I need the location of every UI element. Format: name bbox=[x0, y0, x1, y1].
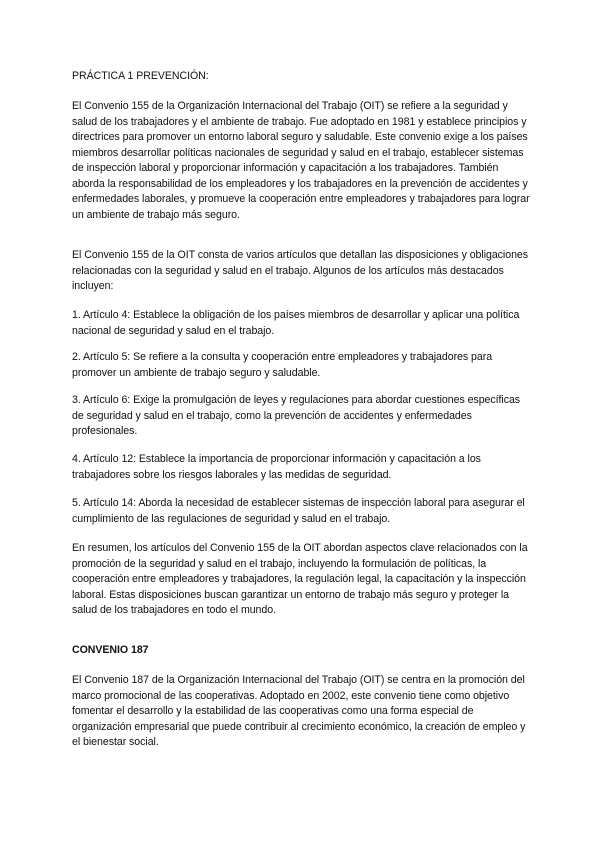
articles-intro-paragraph: El Convenio 155 de la OIT consta de varios artículos que detallan las disposiciones y obligaciones relacionadas con la seguridad y salud en el trabajo. Algunos de los artículos más destacados incluyen: bbox=[72, 249, 529, 292]
intro-paragraph: El Convenio 155 de la Organización Internacional del Trabajo (OIT) se refiere a la seguridad y salud de los trabajadores y el ambiente de trabajo. Fue adoptado en 1981 y establece principios y directrices para promover un entorno laboral seguro y saludable. Este convenio exige a los países miembros desarrollar políticas nacionales de seguridad y salud en el trabajo, establecer sistemas de inspección laboral y proporcionar información y capacitación a los trabajadores. También aborda la responsabilidad de los empleadores y los trabajadores en la prevención de accidentes y enfermedades laborales, y promueve la cooperación entre empleadores y trabajadores para lograr un ambiente de trabajo más seguro. bbox=[72, 100, 530, 221]
article-item-5: 2. Artículo 5: Se refiere a la consulta y cooperación entre empleadores y trabajadores para promover un ambiente de trabajo seguro y saludable. bbox=[72, 351, 493, 379]
article-item-14: 5. Artículo 14: Aborda la necesidad de establecer sistemas de inspección laboral para asegurar el cumplimiento de las regulaciones de seguridad y salud en el trabajo. bbox=[72, 497, 525, 525]
section-heading-convenio-187: CONVENIO 187 bbox=[72, 644, 149, 656]
document-title: PRÁCTICA 1 PREVENCIÓN: bbox=[72, 70, 209, 82]
article-item-6: 3. Artículo 6: Exige la promulgación de leyes y regulaciones para abordar cuestiones específicas de seguridad y salud en el trabajo, como la prevención de accidentes y enfermedades profesionales. bbox=[72, 394, 521, 437]
article-item-12: 4. Artículo 12: Establece la importancia de proporcionar información y capacitación a los trabajadores sobre los riesgos laborales y las medidas de seguridad. bbox=[72, 453, 481, 481]
summary-paragraph: En resumen, los artículos del Convenio 155 de la OIT abordan aspectos clave relacionados con la promoción de la seguridad y salud en el trabajo, incluyendo la formulación de políticas, la cooperación entre empleadores y trabajadores, la regulación legal, la capacitación y la inspección laboral. Estas disposiciones buscan garantizar un entorno de trabajo más seguro y proteger la salud de los trabajadores en todo el mundo. bbox=[72, 542, 528, 616]
convenio-187-paragraph: El Convenio 187 de la Organización Internacional del Trabajo (OIT) se centra en la promoción del marco promocional de las cooperativas. Adoptado en 2002, este convenio tiene como objetivo fomentar el desarrollo y la estabilidad de las cooperativas como una forma especial de organización empresarial que puede contribuir al crecimiento económico, la creación de empleo y el bienestar social. bbox=[72, 674, 526, 748]
article-item-4: 1. Artículo 4: Establece la obligación de los países miembros de desarrollar y aplicar una política nacional de seguridad y salud en el trabajo. bbox=[72, 309, 520, 337]
